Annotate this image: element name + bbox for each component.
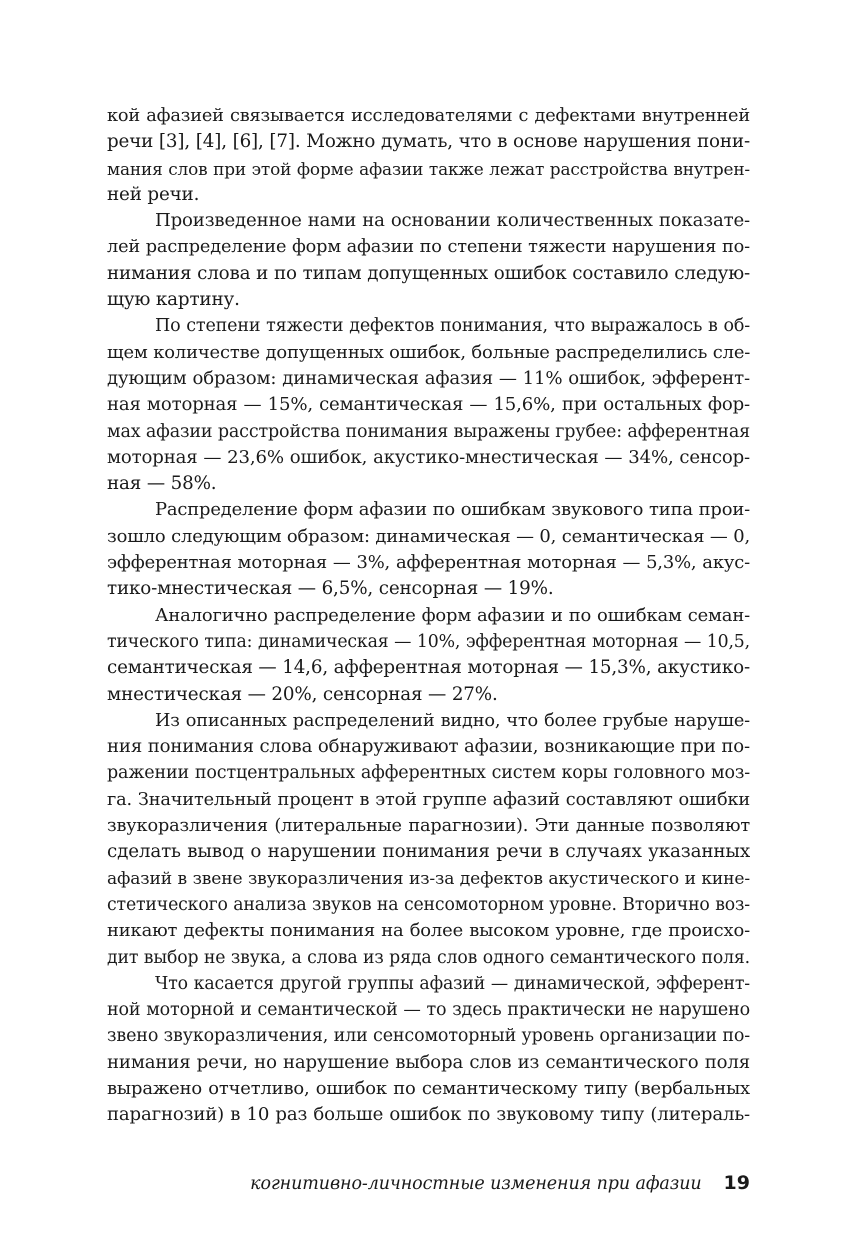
text-line: ния понимания слова обнаруживают афазии, возникающие при по- [107, 736, 750, 758]
text-line: тического типа: динамическая — 10%, эфферентная моторная — 10,5, [107, 631, 750, 652]
text-line: дующим образом: динамическая афазия — 11% ошибок, эфферент- [107, 367, 750, 389]
paragraph-2 [107, 208, 750, 313]
text-line: щем количестве допущенных ошибок, больные распределились сле- [107, 341, 751, 363]
text-line: мах афазии расстройства понимания выражены грубее: афферентная [107, 421, 750, 442]
text-line: лей распределение форм афазии по степени тяжести нарушения по- [107, 237, 750, 258]
paragraph-6 [107, 708, 750, 971]
text-line: тико-мнестическая — 6,5%, сенсорная — 19%. [107, 578, 554, 600]
text-line: выражено отчетливо, ошибок по семантическому типу (вербальных [107, 1077, 750, 1099]
text-line: звукоразличения (литеральные парагнозии). Эти данные позволяют [107, 816, 750, 837]
text-line: ная моторная — 15%, семантическая — 15,6%, при остальных фор- [107, 394, 750, 416]
text-line: сделать вывод о нарушении понимания речи в случаях указанных [107, 841, 750, 863]
text-line: ней речи. [107, 183, 200, 205]
paragraph-5 [107, 603, 750, 708]
text-line: ражении постцентральных афферентных систем коры головного моз- [107, 763, 750, 784]
text-line: афазий в звене звукоразличения из-за дефектов акустического и кине- [107, 868, 750, 889]
text-line: мнестическая — 20%, сенсорная — 27%. [107, 683, 498, 705]
text-line: стетического анализа звуков на сенсомоторном уровне. Вторично воз- [107, 894, 750, 915]
text-line: моторная — 23,6% ошибок, акустико-мнестическая — 34%, сенсор- [107, 446, 750, 468]
text-line: га. Значительный процент в этой группе афазий составляют ошибки [107, 789, 750, 810]
text-line: ная — 58%. [107, 473, 217, 495]
text-line: эфферентная моторная — 3%, афферентная моторная — 5,3%, акус- [107, 552, 750, 574]
page-number: 19 [723, 1172, 750, 1194]
paragraph-4 [107, 497, 750, 602]
text-line: парагнозий) в 10 раз больше ошибок по звуковому типу (литераль- [107, 1104, 750, 1126]
text-line: семантическая — 14,6, афферентная моторная — 15,3%, акустико- [107, 657, 750, 679]
text-line: звено звукоразличения, или сенсомоторный уровень организации по- [107, 1026, 750, 1047]
text-line: нимания речи, но нарушение выбора слов из семантического поля [107, 1051, 750, 1073]
paragraph-3 [107, 313, 750, 497]
text-line: щую картину. [107, 289, 240, 311]
text-line: Распределение форм афазии по ошибкам звукового типа прои- [155, 499, 750, 521]
text-line: дит выбор не звука, а слова из ряда слов одного семантического поля. [107, 947, 750, 968]
text-line: Аналогично распределение форм афазии и по ошибкам семан- [155, 604, 750, 626]
text-line: кой афазией связывается исследователями с дефектами внутренней [107, 106, 750, 126]
paragraph-7 [107, 971, 750, 1129]
text-line: зошло следующим образом: динамическая — 0, семантическая — 0, [107, 525, 750, 547]
running-title: когнитивно-личностные изменения при афазии [250, 1174, 702, 1194]
text-line: По степени тяжести дефектов понимания, что выражалось в об- [155, 316, 750, 337]
text-line: Что касается другой группы афазий — динамической, эфферент- [155, 973, 750, 994]
paragraph-1 [107, 103, 750, 208]
text-line: речи [3], [4], [6], [7]. Можно думать, что в основе нарушения пони- [107, 131, 750, 153]
text-line: Из описанных распределений видно, что более грубые наруше- [155, 710, 750, 731]
text-line: нимания слова и по типам допущенных ошибок составило следую- [107, 262, 750, 284]
text-line: Произведенное нами на основании количественных показате- [155, 210, 750, 232]
text-line: ной моторной и семантической — то здесь практически не нарушено [107, 1000, 750, 1021]
text-line: мания слов при этой форме афазии также лежат расстройства внутрен- [107, 158, 750, 179]
text-line: никают дефекты понимания на более высоком уровне, где происхо- [107, 920, 750, 942]
page-body [107, 103, 750, 1129]
page-footer [107, 1168, 750, 1198]
